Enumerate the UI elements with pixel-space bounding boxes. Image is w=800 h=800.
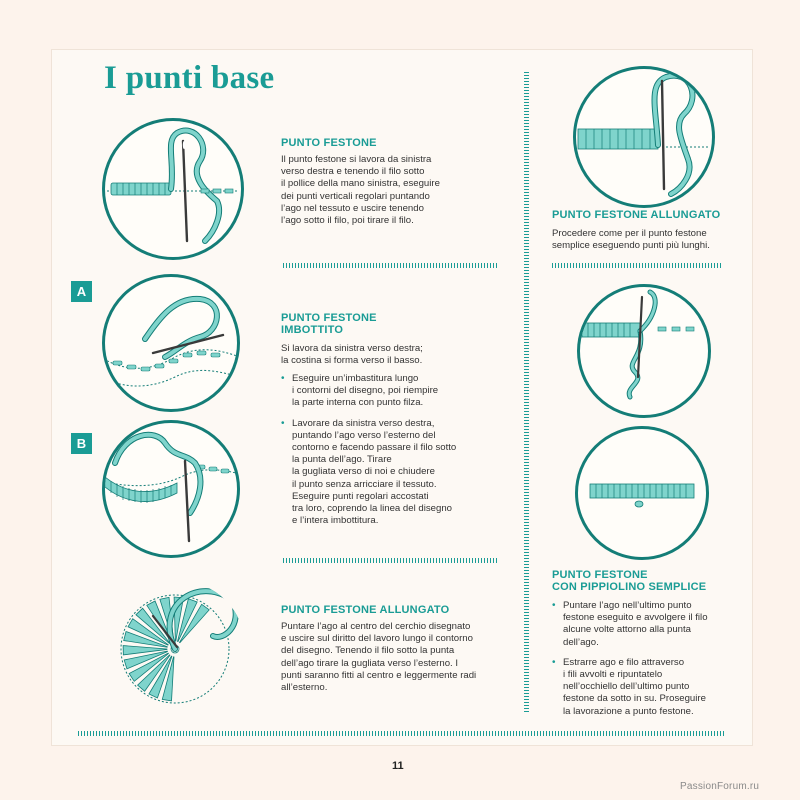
text-line: contorno e facendo passare il filo sotto xyxy=(292,442,457,454)
heading-line: IMBOTTITO xyxy=(281,324,344,336)
step-badge-b: B xyxy=(71,433,92,454)
text-line: punti saranno fitti al centro e leggermente radi xyxy=(281,669,477,681)
text-line: • Eseguire un’imbastitura lungo xyxy=(292,373,419,384)
illustration-pippiolino-b xyxy=(575,426,709,560)
separator-line xyxy=(283,558,498,563)
illustration-festone-allungato-right xyxy=(573,66,715,208)
text-line: dell’ago. xyxy=(563,636,599,648)
text-line: i contorni del disegno, poi riempire xyxy=(292,385,439,397)
text-line: Procedere come per il punto festone xyxy=(552,228,707,239)
separator-line xyxy=(283,263,498,268)
heading-festone-pippiolino xyxy=(552,569,706,593)
text-line: festone da sotto in su. Proseguire xyxy=(563,693,706,705)
illustration-imbottito-b xyxy=(102,420,240,558)
illustration-festone xyxy=(102,118,244,260)
heading-punto-festone: PUNTO FESTONE xyxy=(281,137,377,149)
heading-line: PUNTO FESTONE xyxy=(281,312,377,324)
text-line: Si lavora da sinistra verso destra; xyxy=(281,343,423,354)
text-line: festone eseguito e avvolgere il filo xyxy=(563,612,708,624)
text-line: e l’intera imbottitura. xyxy=(292,515,379,527)
bullet-item xyxy=(281,418,511,528)
text-line: puntando l’ago verso l’esterno del xyxy=(292,429,436,441)
text-line: la punta dell’ago. Tirare xyxy=(292,454,392,466)
text-line: e uscire sul diritto del lavoro lungo il contorno xyxy=(281,633,473,645)
bottom-separator xyxy=(78,731,724,736)
heading-line: CON PIPPIOLINO SEMPLICE xyxy=(552,581,707,593)
text-line: la gugliata verso di noi e chiudere xyxy=(292,466,435,478)
heading-festone-imbottito xyxy=(281,312,377,336)
text-line: alcune volte attorno alla punta xyxy=(563,624,692,636)
text-line: dei punti verticali regolari puntando xyxy=(281,190,430,202)
text-line: la parte interna con punto filza. xyxy=(292,397,424,409)
step-badge-a: A xyxy=(71,281,92,302)
text-line: dell’ago tirare la gugliata verso l’esterno. I xyxy=(281,657,459,669)
text-line: • Lavorare da sinistra verso destra, xyxy=(292,417,435,429)
text-line: il pollice della mano sinistra, eseguire xyxy=(281,178,440,190)
bullets-festone-pippiolino xyxy=(552,600,737,726)
heading-festone-allungato-left: PUNTO FESTONE ALLUNGATO xyxy=(281,604,450,616)
text-line: verso destra e tenendo il filo sotto xyxy=(281,166,425,178)
separator-line xyxy=(552,263,722,268)
text-line: Puntare l’ago al centro del cerchio disegnato xyxy=(281,621,471,632)
text-line: i fili avvolti e ripuntatelo xyxy=(563,669,663,681)
column-separator xyxy=(524,72,529,712)
text-line: del disegno. Tenendo il filo sotto la punta xyxy=(281,645,455,657)
page-title: I punti base xyxy=(104,60,275,96)
bullets-festone-imbottito xyxy=(281,373,511,535)
text-punto-festone xyxy=(281,154,440,227)
watermark: PassionForum.ru xyxy=(680,781,760,792)
text-line: Eseguire punti regolari accostati xyxy=(292,490,429,502)
text-line: il punto senza arricciare il tessuto. xyxy=(292,478,437,490)
text-line: nell’occhiello dell’ultimo punto xyxy=(563,681,690,693)
text-line: Il punto festone si lavora da sinistra xyxy=(281,154,432,165)
text-line: semplice eseguendo punti più lunghi. xyxy=(552,240,710,252)
text-line: l’ago nel tessuto e uscire tenendo xyxy=(281,202,424,214)
bullet-item xyxy=(552,657,737,718)
text-festone-allungato-left xyxy=(281,621,476,694)
page-number: 11 xyxy=(392,760,404,772)
intro-festone-imbottito xyxy=(281,343,423,367)
text-line: all’esterno. xyxy=(281,682,328,694)
heading-line: PUNTO FESTONE xyxy=(552,569,648,581)
text-line: l’ago sotto il filo, poi tirare il filo. xyxy=(281,215,414,227)
bullet-item xyxy=(281,373,511,410)
text-line: la costina si forma verso il basso. xyxy=(281,355,423,367)
text-festone-allungato-right xyxy=(552,228,710,252)
bullet-item xyxy=(552,600,737,649)
text-line: • Puntare l’ago nell’ultimo punto xyxy=(563,600,692,611)
illustration-festone-allungato-circle xyxy=(110,578,248,716)
heading-festone-allungato-right: PUNTO FESTONE ALLUNGATO xyxy=(552,209,721,221)
illustration-pippiolino-a xyxy=(577,284,711,418)
illustration-imbottito-a xyxy=(102,274,240,412)
text-line: la lavorazione a punto festone. xyxy=(563,705,694,717)
text-line: tra loro, coprendo la linea del disegno xyxy=(292,503,453,515)
text-line: • Estrarre ago e filo attraverso xyxy=(563,656,685,668)
